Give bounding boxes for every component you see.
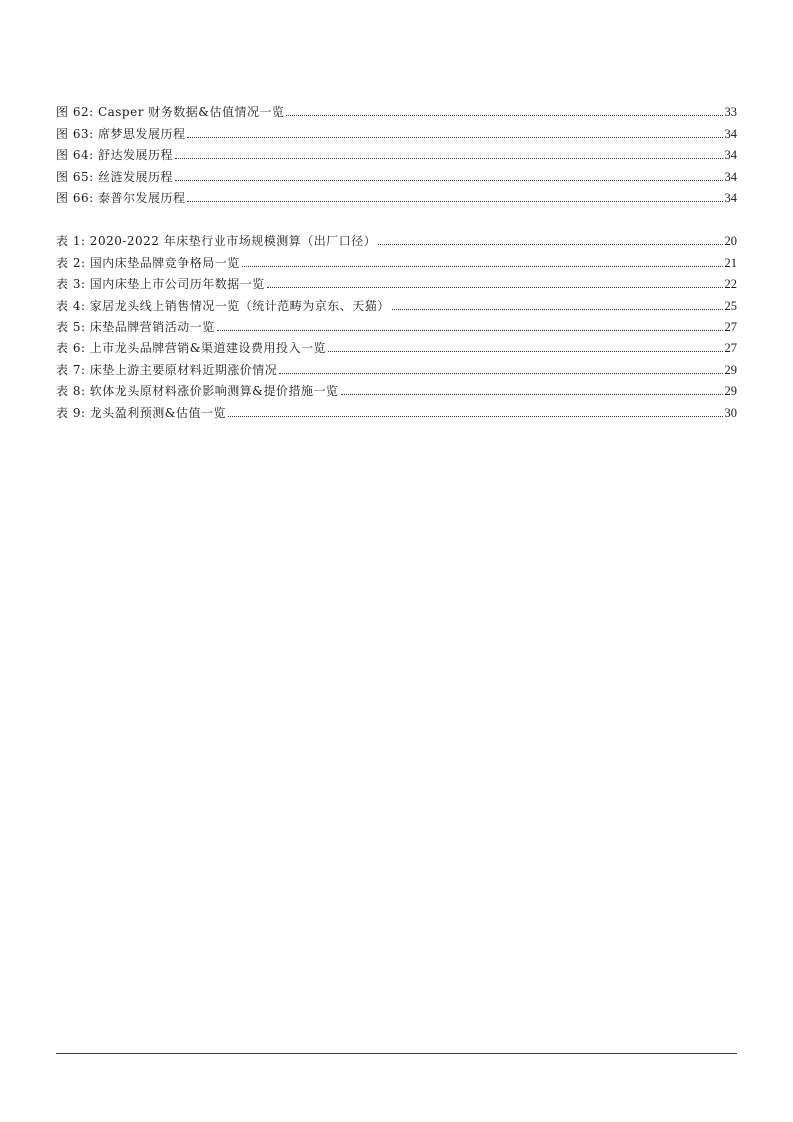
toc-entry-table-3[interactable] (56, 270, 737, 291)
leader-dots (242, 265, 723, 267)
toc-entry-label: 表 4: 家居龙头线上销售情况一览（统计范畴为京东、天猫） (56, 298, 390, 313)
toc-entry-label: 表 1: 2020-2022 年床垫行业市场规模测算（出厂口径） (56, 234, 377, 249)
toc-entry-table-1[interactable] (56, 227, 737, 248)
toc-entry-page: 29 (724, 362, 737, 377)
toc-entry-page: 34 (724, 169, 737, 184)
leader-dots (217, 329, 723, 331)
toc-entry-table-5[interactable] (56, 313, 737, 334)
toc-entry-table-4[interactable] (56, 291, 737, 312)
toc-entry-label: 表 6: 上市龙头品牌营销&渠道建设费用投入一览 (56, 341, 326, 356)
toc-entry-table-2[interactable] (56, 248, 737, 269)
toc-entry-page: 34 (724, 148, 737, 163)
toc-entry-page: 34 (724, 126, 737, 141)
toc-entry-table-8[interactable] (56, 377, 737, 398)
toc-entry-label: 表 8: 软体龙头原材料涨价影响测算&提价措施一览 (56, 384, 339, 399)
leader-dots (279, 372, 722, 374)
toc-entry-page: 22 (724, 277, 737, 292)
toc-entry-table-9[interactable] (56, 398, 737, 419)
toc-entry-page: 29 (724, 384, 737, 399)
toc-entry-figure-62[interactable] (56, 98, 737, 119)
toc-entry-table-6[interactable] (56, 334, 737, 355)
toc-entry-figure-64[interactable] (56, 141, 737, 162)
toc-entry-page: 27 (724, 319, 737, 334)
toc-entry-label: 表 3: 国内床垫上市公司历年数据一览 (56, 277, 265, 292)
toc-entry-label: 图 64: 舒达发展历程 (56, 148, 173, 163)
toc-entry-figure-63[interactable] (56, 119, 737, 140)
leader-dots (187, 136, 722, 138)
leader-dots (341, 393, 723, 395)
leader-dots (228, 415, 723, 417)
toc-entry-page: 21 (724, 255, 737, 270)
toc-entry-label: 图 65: 丝涟发展历程 (56, 169, 173, 184)
leader-dots (175, 179, 723, 181)
toc-entry-page: 25 (724, 298, 737, 313)
toc-entry-page: 20 (724, 234, 737, 249)
table-list (56, 227, 737, 420)
toc-entry-page: 34 (724, 190, 737, 205)
toc-entry-figure-66[interactable] (56, 184, 737, 205)
toc-entry-page: 27 (724, 341, 737, 356)
leader-dots (187, 200, 722, 202)
leader-dots (328, 350, 723, 352)
toc-entry-label: 表 5: 床垫品牌营销活动一览 (56, 319, 215, 334)
leader-dots (286, 114, 722, 116)
toc-entry-label: 图 63: 席梦思发展历程 (56, 126, 186, 141)
toc-entry-label: 图 66: 泰普尔发展历程 (56, 190, 186, 205)
toc-entry-label: 表 7: 床垫上游主要原材料近期涨价情况 (56, 362, 278, 377)
toc-entry-figure-65[interactable] (56, 162, 737, 183)
footer-rule (56, 1053, 737, 1054)
toc-entry-table-7[interactable] (56, 355, 737, 376)
figure-list (56, 98, 737, 205)
leader-dots (175, 157, 723, 159)
toc-entry-page: 30 (724, 405, 737, 420)
toc-entry-label: 图 62: Casper 财务数据&估值情况一览 (56, 105, 285, 120)
toc-entry-label: 表 2: 国内床垫品牌竞争格局一览 (56, 255, 240, 270)
toc-entry-label: 表 9: 龙头盈利预测&估值一览 (56, 405, 226, 420)
leader-dots (378, 243, 722, 245)
leader-dots (392, 308, 723, 310)
toc-entry-page: 33 (724, 105, 737, 120)
leader-dots (267, 286, 723, 288)
